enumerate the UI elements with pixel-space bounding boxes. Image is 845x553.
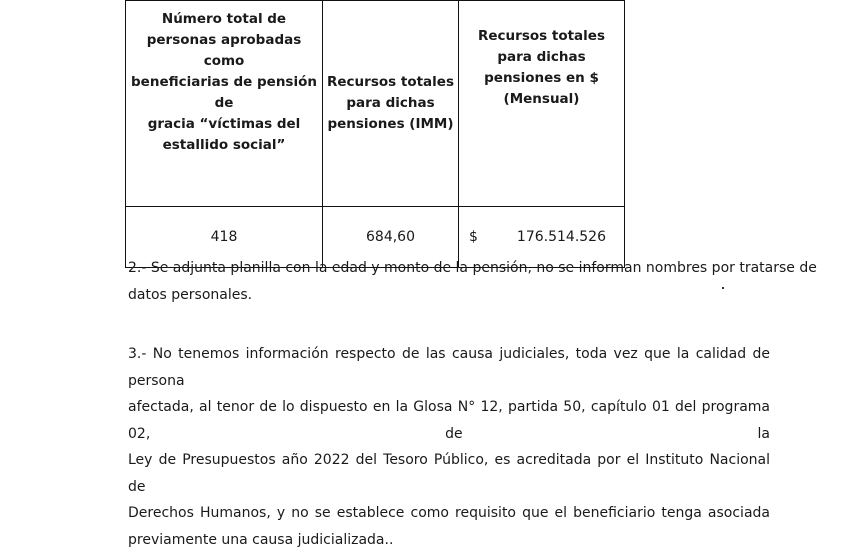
- paragraph-line: 2.- Se adjunta planilla con la edad y monto de la pensión, no se informan nombres por tratarse de: [128, 255, 770, 282]
- paragraph-2: [128, 255, 770, 308]
- header-line: de: [130, 93, 318, 114]
- currency-symbol: $: [469, 229, 478, 245]
- pension-summary-table: [125, 0, 625, 268]
- paragraph-line: 3.- No tenemos información respecto de las causa judiciales, toda vez que la calidad de persona: [128, 341, 770, 394]
- header-line: personas aprobadas como: [130, 30, 318, 72]
- header-line: para dichas: [463, 47, 620, 68]
- cell-imm-total: 684,60: [323, 207, 459, 268]
- cell-person-count: 418: [126, 207, 323, 268]
- header-line: Recursos totales: [327, 72, 454, 93]
- paragraph-line: previamente una causa judicializada..: [128, 527, 770, 553]
- header-line: Número total de: [130, 9, 318, 30]
- paragraph-line: datos personales.: [128, 282, 770, 309]
- header-line: beneficiarias de pensión: [130, 72, 318, 93]
- header-line: pensiones (IMM): [327, 114, 454, 135]
- header-line: Recursos totales: [463, 26, 620, 47]
- header-line: estallido social”: [130, 135, 318, 156]
- paragraph-3: [128, 341, 770, 553]
- header-cell-total-persons: [126, 1, 323, 207]
- paragraph-line: afectada, al tenor de lo dispuesto en la Glosa N° 12, partida 50, capítulo 01 del programa 02, de la: [128, 394, 770, 447]
- table-header-row: [126, 1, 625, 207]
- paragraph-line: Derechos Humanos, y no se establece como requisito que el beneficiario tenga asociada: [128, 500, 770, 527]
- amount-value: 176.514.526: [517, 229, 606, 245]
- header-line: gracia “víctimas del: [130, 114, 318, 135]
- header-line: pensiones en $: [463, 68, 620, 89]
- scan-speck: [722, 287, 724, 289]
- header-cell-resources-imm: [323, 1, 459, 207]
- header-cell-resources-monthly: [459, 1, 625, 207]
- header-line: (Mensual): [463, 89, 620, 110]
- header-line: para dichas: [327, 93, 454, 114]
- paragraph-line: Ley de Presupuestos año 2022 del Tesoro Público, es acreditada por el Instituto Nacional de: [128, 447, 770, 500]
